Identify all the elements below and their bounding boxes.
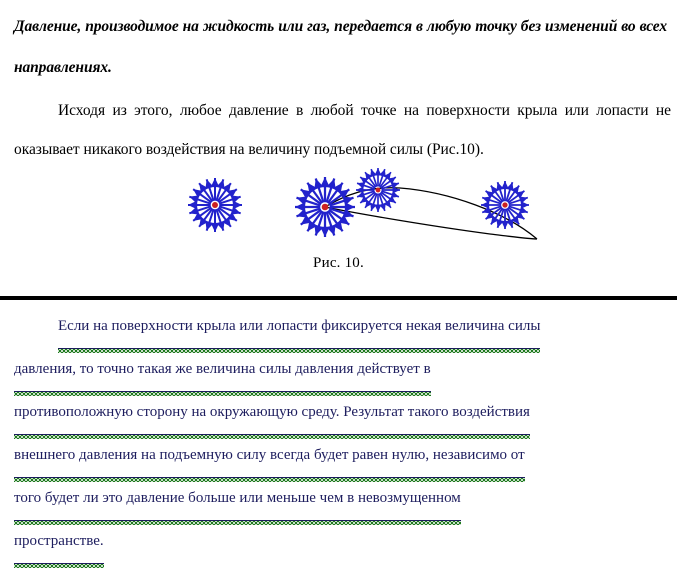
underlined-text-line: [0, 392, 677, 435]
burst-center-dot: [322, 204, 329, 211]
paragraph-conclusion: [0, 88, 677, 169]
underlined-text: пространстве.: [14, 521, 104, 564]
underlined-text-line: [0, 478, 677, 521]
paragraph-statement-text: Давление, производимое на жидкость или газ, передается в любую точку без изменений во всех направлениях.: [14, 18, 667, 76]
airfoil-pressure-svg: [0, 160, 677, 265]
underlined-text-line: [0, 521, 677, 564]
bottom-text-section: [0, 306, 677, 564]
underlined-text: того будет ли это давление больше или меньше чем в невозмущенном: [14, 478, 461, 521]
underlined-text-line: [0, 435, 677, 478]
underlined-text-line: [0, 349, 677, 392]
pressure-burst-icon: [188, 178, 242, 232]
pressure-burst-icon: [295, 177, 355, 237]
pressure-burst-group: [188, 168, 529, 237]
burst-center-dot: [376, 188, 381, 193]
figure-caption-text: Рис. 10.: [313, 255, 364, 271]
underlined-text-line: [0, 306, 677, 349]
burst-center-dot: [502, 202, 507, 207]
underlined-text: внешнего давления на подъемную силу всегда будет равен нулю, независимо от: [14, 435, 525, 478]
pressure-burst-icon: [481, 181, 529, 229]
top-text-section: [0, 0, 677, 169]
underlined-text: давления, то точно такая же величина силы давления действует в: [14, 349, 431, 392]
underlined-text: Если на поверхности крыла или лопасти фиксируется некая величина силы: [58, 306, 540, 349]
figure-10-diagram: [0, 160, 677, 265]
pressure-burst-icon: [356, 168, 400, 212]
burst-center-dot: [212, 202, 218, 208]
horizontal-rule-divider: [0, 296, 677, 300]
paragraph-conclusion-text: Исходя из этого, любое давление в любой точке на поверхности крыла или лопасти не оказывает никакого воздействия на величину подъемной силы (Рис.10).: [14, 102, 671, 158]
figure-caption: [0, 255, 677, 272]
underlined-text: противоположную сторону на окружающую среду. Результат такого воздействия: [14, 392, 530, 435]
paragraph-statement: [0, 0, 677, 88]
